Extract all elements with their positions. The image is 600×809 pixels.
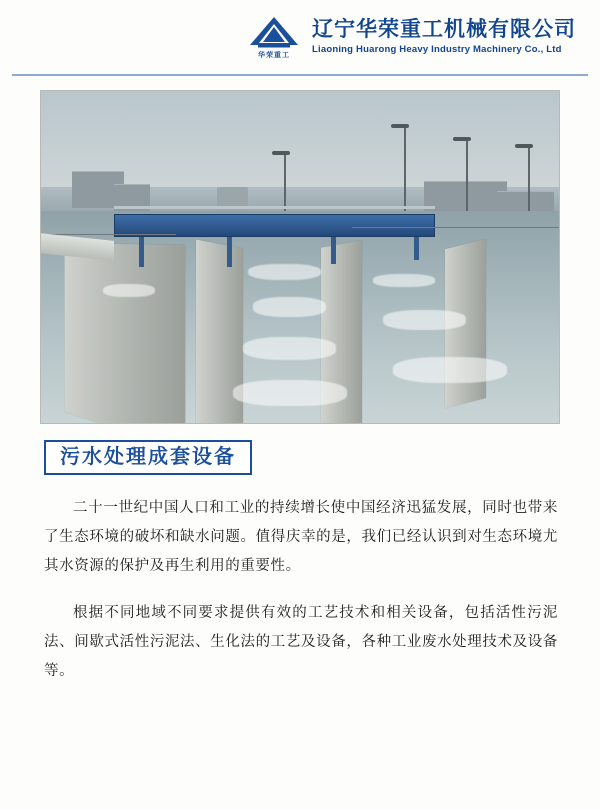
header-divider <box>12 74 588 76</box>
photo-foam-8 <box>103 284 155 297</box>
photo-bridge-rail <box>114 206 435 209</box>
photo-foam-6 <box>383 310 466 330</box>
photo-bridge-leg-1 <box>139 237 144 267</box>
wastewater-treatment-plant-photo <box>40 90 560 424</box>
company-name-group <box>312 19 576 54</box>
photo-foam-5 <box>373 274 435 287</box>
body-text <box>44 494 558 704</box>
section-title: 污水处理成套设备 <box>44 440 252 475</box>
photo-bridge-leg-2 <box>227 237 232 267</box>
huarong-triangle-logo-icon <box>246 15 302 60</box>
photo-foam-3 <box>243 337 336 360</box>
photo-light-tower-3 <box>528 147 530 210</box>
photo-foam-4 <box>233 380 347 407</box>
photo-light-tower-1-head <box>391 124 409 128</box>
photo-canvas <box>41 91 559 423</box>
photo-foam-2 <box>253 297 326 317</box>
photo-light-tower-3-head <box>515 144 533 148</box>
photo-bridge-leg-4 <box>414 237 419 260</box>
photo-handrail-2 <box>352 227 559 228</box>
photo-basin-wall-1 <box>65 243 185 423</box>
paragraph: 二十一世纪中国人口和工业的持续增长使中国经济迅猛发展，同时也带来了生态环境的破坏和缺水问题。值得庆幸的是，我们已经认识到对生态环境尤其水资源的保护及再生利用的重要性。 <box>44 500 558 574</box>
photo-light-tower-2-head <box>453 137 471 141</box>
company-logo-block <box>246 15 576 60</box>
photo-light-tower-1 <box>404 128 406 211</box>
paragraph: 根据不同地域不同要求提供有效的工艺技术和相关设备，包括活性污泥法、间歇式活性污泥法、生化法的工艺及设备，各种工业废水处理技术及设备等。 <box>44 605 558 679</box>
photo-bridge-leg-3 <box>331 237 336 264</box>
photo-light-tower-4-head <box>272 151 290 155</box>
company-name-cn: 辽宁华荣重工机械有限公司 <box>312 18 576 42</box>
page-header <box>0 0 600 74</box>
company-name-en: Liaoning Huarong Heavy Industry Machinery Co., Ltd <box>312 43 562 55</box>
photo-light-tower-2 <box>466 141 468 211</box>
photo-foam-7 <box>393 357 507 384</box>
photo-foam-1 <box>248 264 321 281</box>
photo-building-right-2 <box>497 191 554 212</box>
logo-sub-text: 华荣重工 <box>258 51 290 59</box>
